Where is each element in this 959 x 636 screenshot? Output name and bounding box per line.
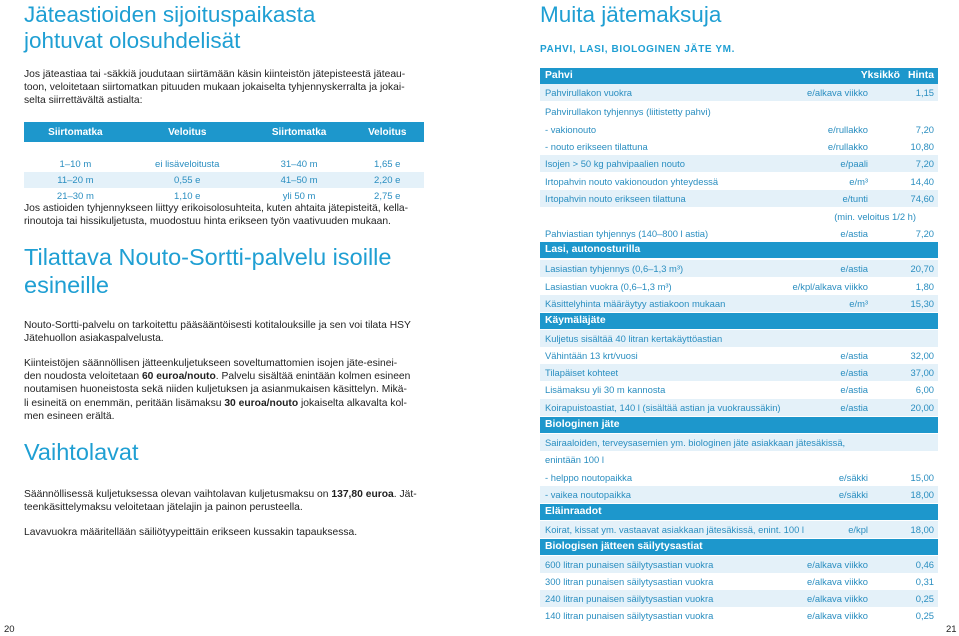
header-product: Pahvi <box>545 70 573 81</box>
row-unit: e/paali <box>840 158 868 169</box>
table-row <box>540 138 938 155</box>
table-note <box>540 208 938 225</box>
table-row <box>540 278 938 295</box>
table-row: 21–30 m 1,10 e yli 50 m 2,75 e <box>56 190 401 202</box>
row-unit: e/säkki <box>838 472 868 483</box>
table-row <box>540 295 938 312</box>
row-label: Koirapuistoastiat, 140 l (sisältää astian ja vuokraussäkin) <box>545 402 781 413</box>
header-unit: Yksikkö <box>860 70 900 81</box>
row-price: 32,00 <box>910 350 934 361</box>
row-unit: e/astia <box>840 402 868 413</box>
page-title-line1: Jäteastioiden sijoituspaikasta <box>24 2 316 27</box>
table-row <box>540 607 938 624</box>
row-label: Irtopahvin nouto erikseen tilattuna <box>545 193 686 204</box>
table-header: Veloitus <box>351 122 425 142</box>
section-header <box>540 242 938 258</box>
row-unit: e/astia <box>840 350 868 361</box>
fee-table <box>540 68 938 624</box>
row-price: 37,00 <box>910 367 934 378</box>
row-label: Pahvirullakon vuokra <box>545 87 633 98</box>
row-price: 0,25 <box>915 610 934 621</box>
row-label: Tilapäiset kohteet <box>545 367 619 378</box>
row-label: Käymäläjäte <box>545 315 606 326</box>
price-highlight: 137,80 euroa <box>331 489 394 500</box>
row-label: enintään 100 l <box>545 454 604 465</box>
row-unit: e/kpl <box>848 524 868 535</box>
row-label: Eläinraadot <box>545 506 602 517</box>
table-row <box>540 347 938 364</box>
row-label: Lasi, autonosturilla <box>545 244 641 255</box>
row-label: Pahvirullakon tyhjennys (liitistetty pahvi) <box>545 106 711 117</box>
row-label: Vähintään 13 krt/vuosi <box>545 350 638 361</box>
row-unit: e/astia <box>840 384 868 395</box>
row-price: 10,80 <box>910 141 934 152</box>
row-unit: (min. veloitus 1/2 h) <box>834 211 916 222</box>
table-row <box>540 84 938 101</box>
row-label: Lasiastian vuokra (0,6–1,3 m³) <box>545 281 672 292</box>
row-label: 240 litran punaisen säilytysastian vuokra <box>545 593 714 604</box>
page-title-line2: johtuvat olosuhdelisät <box>24 28 241 53</box>
table-header: Siirtomatka <box>24 122 127 142</box>
price-highlight: 60 euroa/nouto <box>141 371 216 383</box>
section-header <box>540 417 938 433</box>
row-label: Lasiastian tyhjennys (0,6–1,3 m³) <box>545 263 684 274</box>
vaihtolavat-paragraph: Säännöllisessä kuljetuksessa olevan vaihtolavan kuljetusmaksu on 137,80 euroa. Jät- teenkäsittelymaksu veloitetaan jätelajin ja painon perusteella. <box>24 489 417 514</box>
table-header: Veloitus <box>127 122 248 142</box>
table-row <box>540 121 938 138</box>
page-title-right: Muita jätemaksuja <box>540 2 722 27</box>
table-row <box>540 260 938 277</box>
table-row <box>540 399 938 416</box>
section-header <box>540 539 938 555</box>
row-price: 0,25 <box>915 593 934 604</box>
row-price: 7,20 <box>915 158 934 169</box>
row-unit: e/m³ <box>849 298 868 309</box>
page-title <box>24 2 444 54</box>
table-row: 11–20 m 0,55 e 41–50 m 2,20 e <box>24 172 424 188</box>
row-label: Biologinen jäte <box>545 419 620 430</box>
table-row <box>540 434 938 451</box>
row-price: 0,31 <box>915 576 934 587</box>
row-unit: e/astia <box>840 228 868 239</box>
row-unit: e/rullakko <box>827 124 868 135</box>
row-label: 300 litran punaisen säilytysastian vuokra <box>545 576 714 587</box>
row-label: Irtopahvin nouto vakionoudon yhteydessä <box>545 176 719 187</box>
large-items-paragraph: Kiinteistöjen säännöllisen jätteenkuljetukseen soveltumattomien isojen jäte-esinei- den noudosta veloitetaan 60 euroa/nouto. Palvelu sisältää enintään kolmen esineen noutamisen huoneistosta sekä niiden kuljetuksen ja asianmukaisen käsittelyn. Mikä- li esineitä on enemmän, peritään lisämaksu 30 euroa/nouto jokaiselta alkavalta kol- men esineen erältä. <box>24 358 411 422</box>
table-row <box>540 573 938 590</box>
row-label: 600 litran punaisen säilytysastian vuokra <box>545 559 714 570</box>
row-price: 20,00 <box>910 402 934 413</box>
row-label: Sairaaloiden, terveysasemien ym. biologinen jäte asiakkaan jätesäkissä, <box>545 437 846 448</box>
row-unit: e/alkava viikko <box>807 576 868 587</box>
table-row <box>540 486 938 503</box>
table-row <box>540 225 938 242</box>
section-header <box>540 504 938 520</box>
lavavuokra-paragraph: Lavavuokra määritellään säiliötyypeittäin erikseen kussakin tapauksessa. <box>24 527 358 538</box>
table-header: Siirtomatka <box>248 122 351 142</box>
row-price: 18,00 <box>910 489 934 500</box>
row-price: 15,00 <box>910 472 934 483</box>
row-unit: e/astia <box>840 367 868 378</box>
table-row <box>540 103 938 120</box>
row-unit: e/alkava viikko <box>807 593 868 604</box>
table-row <box>540 521 938 538</box>
fee-table-header <box>540 68 938 84</box>
row-label: - vaikea noutopaikka <box>545 489 631 500</box>
table-row <box>540 155 938 172</box>
row-label: Isojen > 50 kg pahvipaalien nouto <box>545 158 685 169</box>
row-price: 7,20 <box>915 228 934 239</box>
row-price: 15,30 <box>910 298 934 309</box>
table-row <box>540 590 938 607</box>
row-label: Lisämaksu yli 30 m kannosta <box>545 384 666 395</box>
row-label: Kuljetus sisältää 40 litran kertakäyttöastian <box>545 333 723 344</box>
row-label: - helppo noutopaikka <box>545 472 633 483</box>
table-row <box>540 556 938 573</box>
row-label: Käsittelyhinta määräytyy astiakoon mukaan <box>545 298 726 309</box>
row-unit: e/säkki <box>838 489 868 500</box>
row-price: 20,70 <box>910 263 934 274</box>
section-title-nouto-sortti: Tilattava Nouto-Sortti-palvelu isoille esineille <box>24 244 392 298</box>
nouto-sortti-paragraph: Nouto-Sortti-palvelu on tarkoitettu pääsääntöisesti kotitalouksille ja sen voi tilata HSY Jätehuollon asiakaspalvelusta. <box>24 320 411 345</box>
page-number-right: 21 <box>946 624 957 635</box>
row-price: 14,40 <box>910 176 934 187</box>
table-row <box>540 364 938 381</box>
row-unit: e/tunti <box>842 193 868 204</box>
table-row <box>540 381 938 398</box>
row-label: - nouto erikseen tilattuna <box>545 141 648 152</box>
row-label: Biologisen jätteen säilytysastiat <box>545 541 703 552</box>
row-unit: e/m³ <box>849 176 868 187</box>
header-price: Hinta <box>908 70 934 81</box>
table-row <box>540 190 938 207</box>
row-unit: e/alkava viikko <box>807 87 868 98</box>
row-price: 0,46 <box>915 559 934 570</box>
row-unit: e/alkava viikko <box>807 559 868 570</box>
row-label: Pahviastian tyhjennys (140–800 l astia) <box>545 228 709 239</box>
table-row <box>540 330 938 347</box>
row-label: Koirat, kissat ym. vastaavat asiakkaan jätesäkissä, enint. 100 l <box>545 524 804 535</box>
table-row <box>540 173 938 190</box>
table-row <box>540 469 938 486</box>
row-price: 18,00 <box>910 524 934 535</box>
intro-paragraph: Jos jäteastiaa tai -säkkiä joudutaan siirtämään käsin kiinteistön jätepisteestä jäteau- toon, veloitetaan siirtomatkan pituuden mukaan jokaiselta tyhjennyskerralta ja jokai- selta siirrettävältä astialta: <box>24 69 406 107</box>
row-price: 7,20 <box>915 124 934 135</box>
page-subtitle: PAHVI, LASI, BIOLOGINEN JÄTE YM. <box>540 44 735 55</box>
table-row <box>540 451 938 468</box>
transfer-distance-table <box>24 122 424 204</box>
row-price: 74,60 <box>910 193 934 204</box>
row-price: 1,15 <box>915 87 934 98</box>
table-row: 1–10 m ei lisäveloitusta 31–40 m 1,65 e <box>59 158 401 170</box>
row-unit: e/rullakko <box>827 141 868 152</box>
row-unit: e/alkava viikko <box>807 610 868 621</box>
row-price: 1,80 <box>915 281 934 292</box>
section-title-vaihtolavat: Vaihtolavat <box>24 439 139 465</box>
page-number-left: 20 <box>4 624 15 635</box>
special-conditions-paragraph: Jos astioiden tyhjennykseen liittyy erikoisolosuhteita, kuten ahtaita jätepisteitä, kella- rinoutoja tai hissikuljetusta, muodostuu hinta erikseen työn vaativuuden mukaan. <box>24 203 409 228</box>
row-label: - vakionouto <box>545 124 597 135</box>
row-unit: e/kpl/alkava viikko <box>792 281 868 292</box>
row-price: 6,00 <box>915 384 934 395</box>
row-unit: e/astia <box>840 263 868 274</box>
section-header <box>540 313 938 329</box>
price-highlight: 30 euroa/nouto <box>224 397 299 409</box>
row-label: 140 litran punaisen säilytysastian vuokra <box>545 610 714 621</box>
